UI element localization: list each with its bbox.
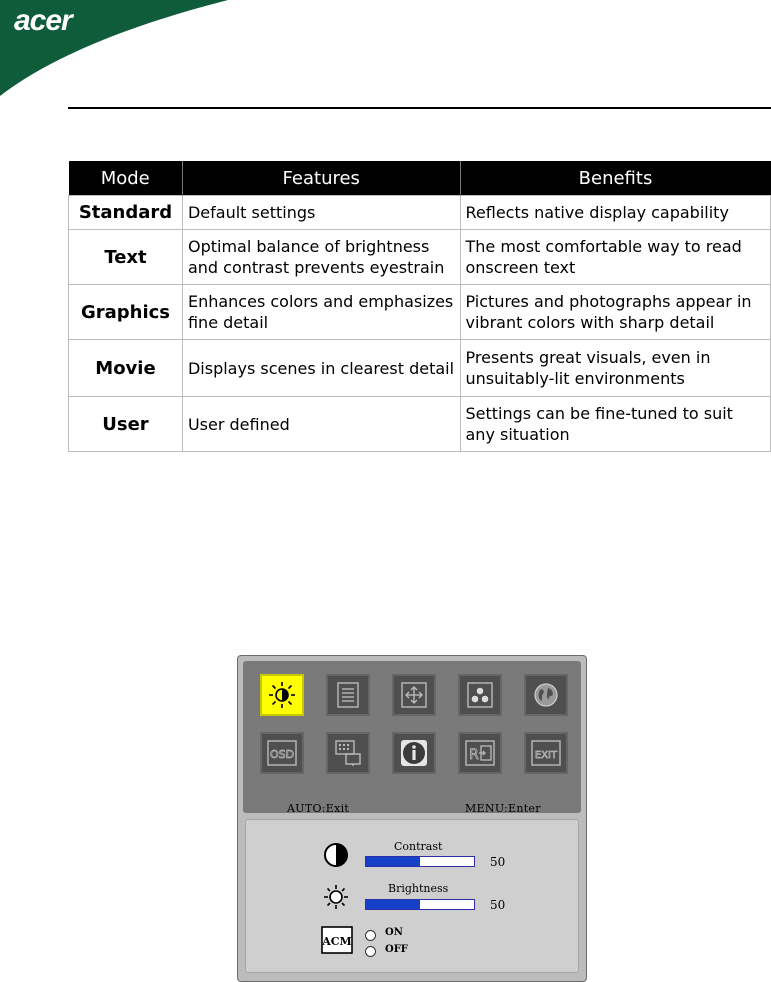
- brightness-small-icon: [323, 884, 349, 914]
- auto-exit-hint: AUTO:Exit: [287, 802, 350, 815]
- reset-icon-text: R: [469, 747, 479, 763]
- benefits-cell: Settings can be fine-tuned to suit any situation: [460, 397, 771, 452]
- header-features: Features: [182, 161, 460, 196]
- contrast-slider-fill: [366, 857, 420, 866]
- acm-off-radio[interactable]: [365, 946, 376, 957]
- osd-icon-text: OSD: [269, 748, 295, 761]
- reset-icon[interactable]: [458, 732, 502, 774]
- contrast-icon: [323, 842, 349, 872]
- acm-on-label: ON: [385, 927, 403, 938]
- table-row: [69, 397, 771, 452]
- acm-icon-text: ACM: [322, 935, 352, 948]
- brightness-label: Brightness: [388, 882, 449, 895]
- table-row: [69, 230, 771, 285]
- contrast-slider[interactable]: [365, 856, 475, 867]
- contrast-value: 50: [490, 855, 506, 869]
- osd-settings-panel: [245, 819, 579, 973]
- brightness-slider-fill: [366, 900, 420, 909]
- acm-on-radio[interactable]: [365, 930, 376, 941]
- display-modes-table: [68, 161, 771, 452]
- features-cell: User defined: [182, 397, 460, 452]
- features-cell: Enhances colors and emphasizes fine detail: [182, 285, 460, 340]
- mode-cell: Text: [69, 230, 183, 285]
- acm-off-label: OFF: [385, 944, 408, 955]
- brightness-icon[interactable]: [260, 674, 304, 716]
- menu-enter-hint: MENU:Enter: [465, 802, 541, 815]
- text-lines-icon[interactable]: [326, 674, 370, 716]
- header-rule: [68, 107, 771, 109]
- mode-cell: User: [69, 397, 183, 452]
- acer-logo: acer: [14, 4, 72, 37]
- header-mode: Mode: [69, 161, 183, 196]
- exit-icon-text: EXIT: [534, 750, 558, 761]
- header-benefits: Benefits: [460, 161, 771, 196]
- features-cell: Optimal balance of brightness and contrast prevents eyestrain: [182, 230, 460, 285]
- benefits-cell: Pictures and photographs appear in vibrant colors with sharp detail: [460, 285, 771, 340]
- osd-menu: [237, 655, 587, 982]
- osd-icon-panel: [243, 661, 581, 813]
- globe-icon[interactable]: [524, 674, 568, 716]
- mode-cell: Graphics: [69, 285, 183, 340]
- table-row: [69, 196, 771, 230]
- input-select-icon[interactable]: [326, 732, 370, 774]
- exit-icon[interactable]: [524, 732, 568, 774]
- benefits-cell: The most comfortable way to read onscreen text: [460, 230, 771, 285]
- table-row: [69, 340, 771, 397]
- osd-icon[interactable]: [260, 732, 304, 774]
- position-icon[interactable]: [392, 674, 436, 716]
- features-cell: Default settings: [182, 196, 460, 230]
- benefits-cell: Presents great visuals, even in unsuitably-lit environments: [460, 340, 771, 397]
- color-dots-icon[interactable]: [458, 674, 502, 716]
- benefits-cell: Reflects native display capability: [460, 196, 771, 230]
- info-icon[interactable]: [392, 732, 436, 774]
- mode-cell: Movie: [69, 340, 183, 397]
- acm-icon: [321, 926, 353, 958]
- mode-cell: Standard: [69, 196, 183, 230]
- contrast-label: Contrast: [394, 840, 443, 853]
- table-row: [69, 285, 771, 340]
- brightness-value: 50: [490, 898, 506, 912]
- brightness-slider[interactable]: [365, 899, 475, 910]
- features-cell: Displays scenes in clearest detail: [182, 340, 460, 397]
